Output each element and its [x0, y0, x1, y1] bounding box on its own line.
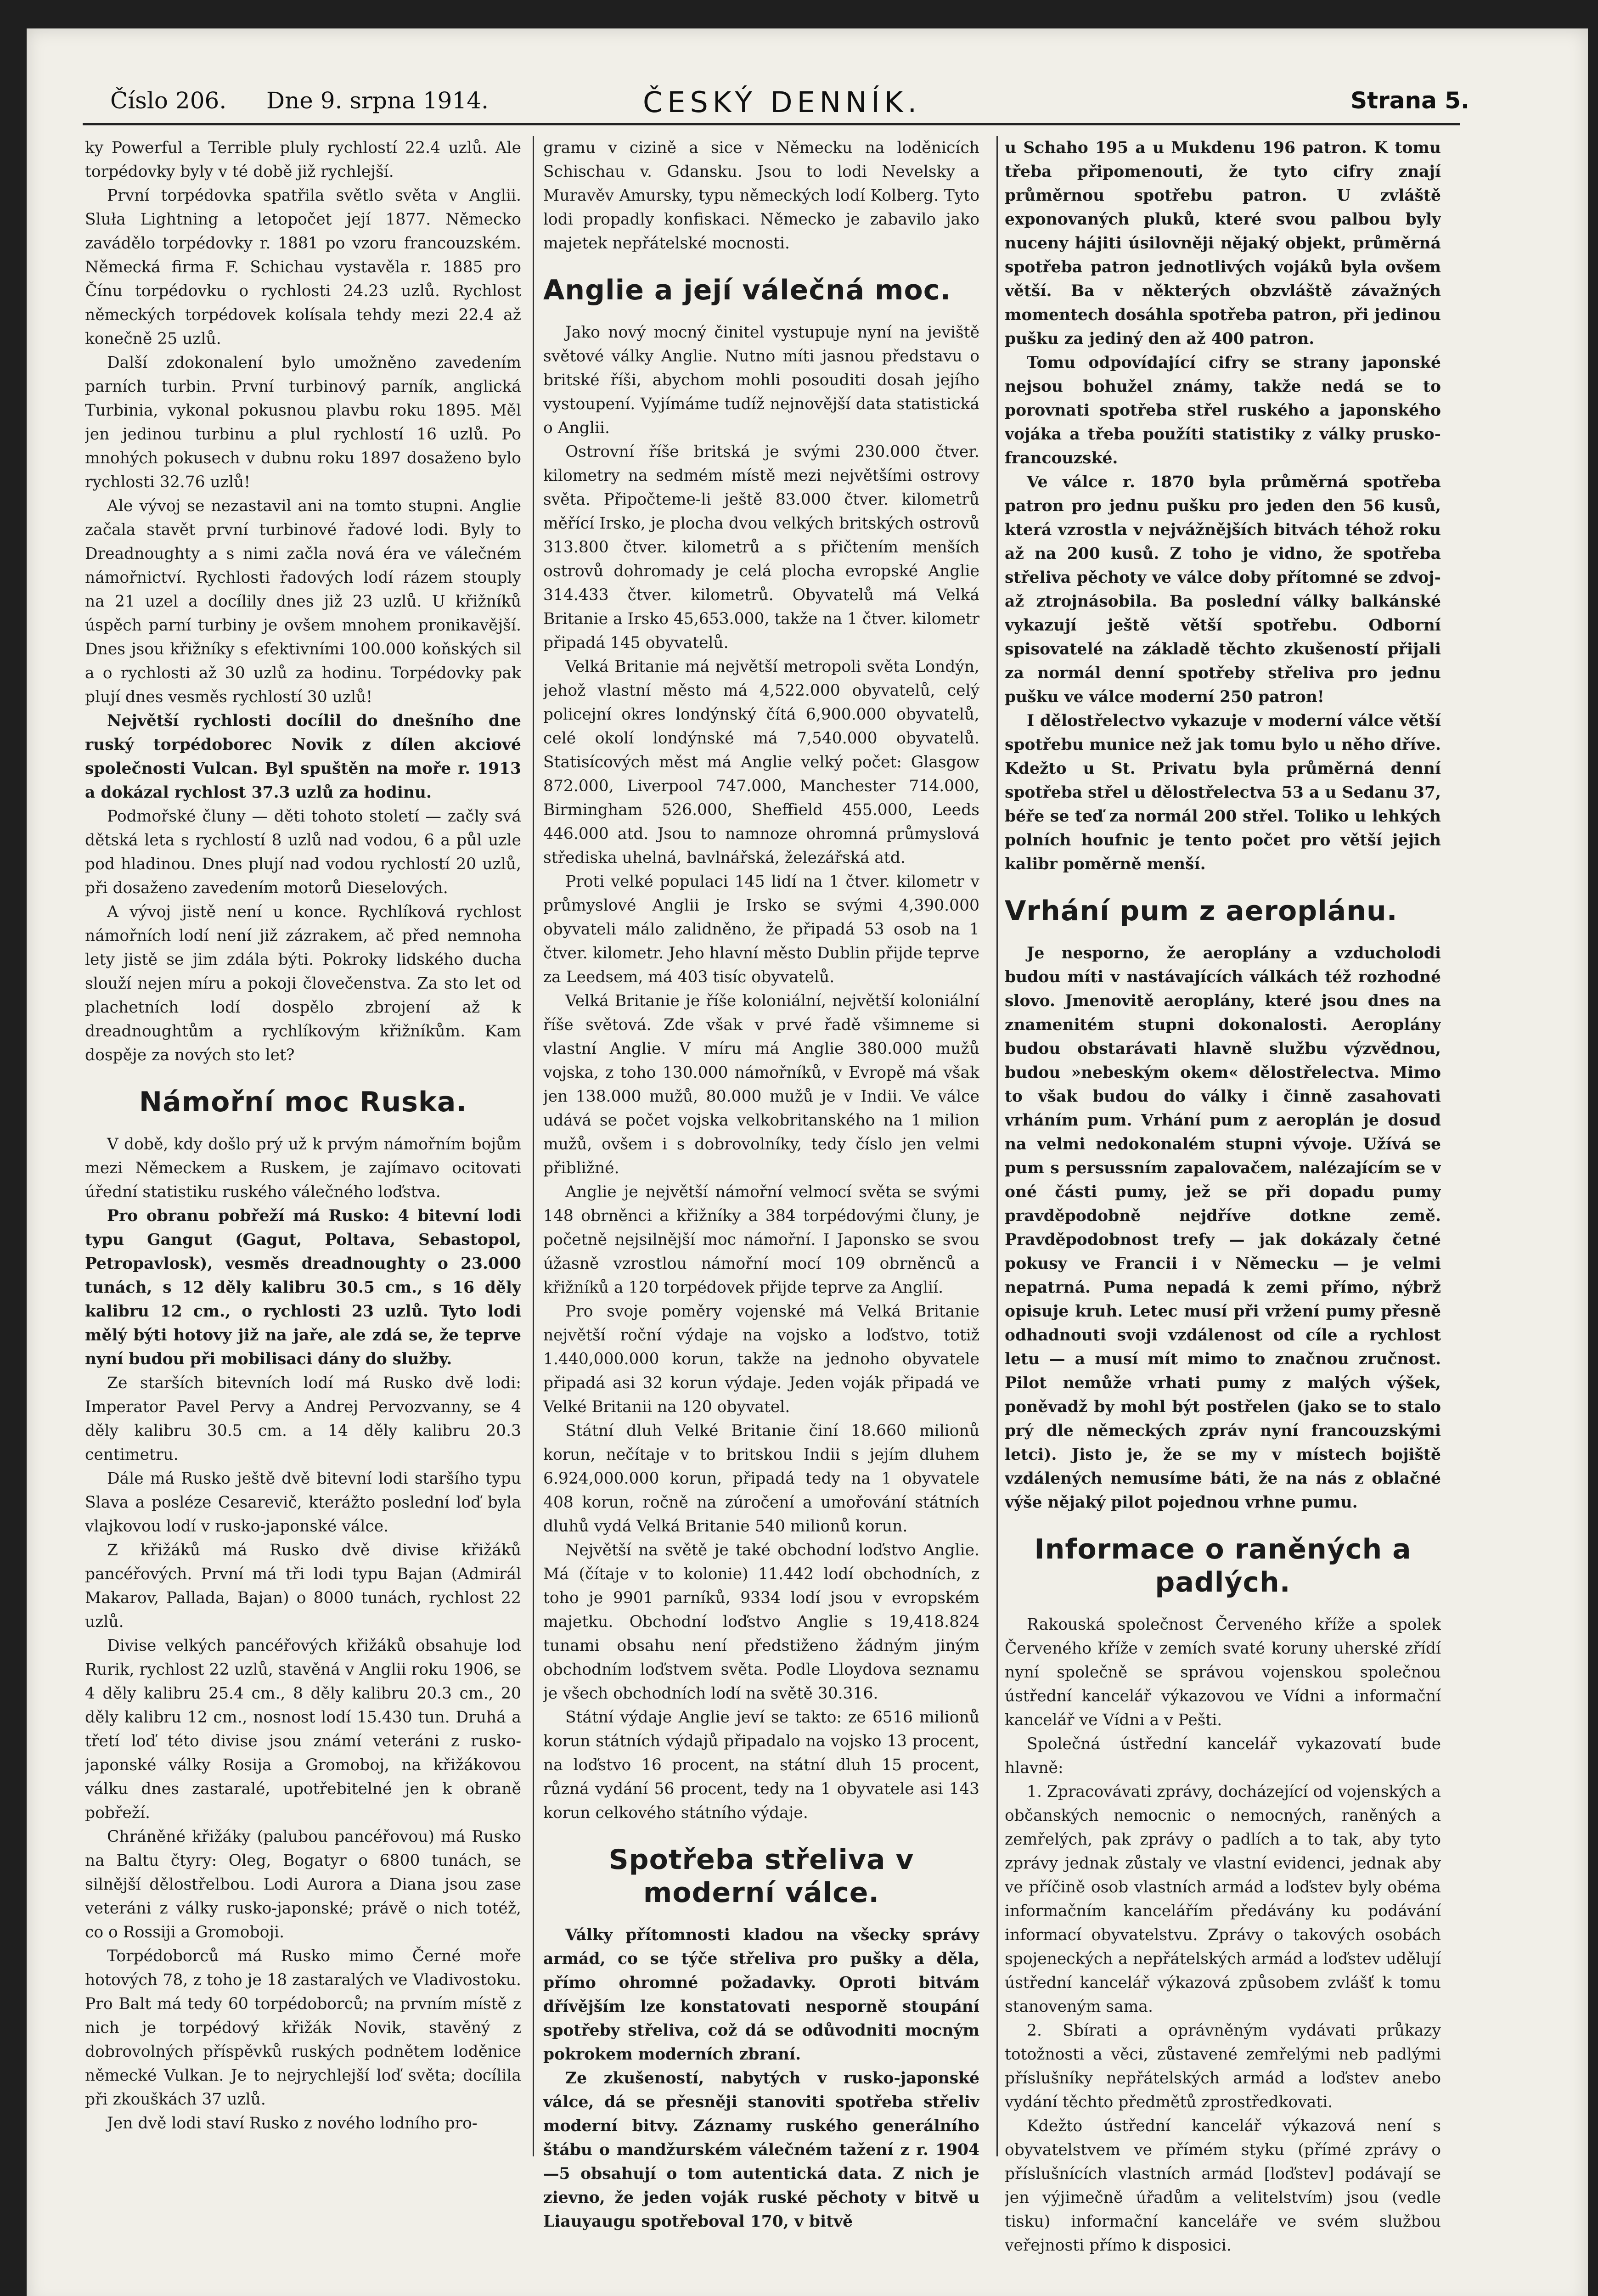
column-1 — [85, 136, 521, 2257]
article-paragraph: Státní dluh Velké Britanie činí 18.660 milionů korun, nečítaje v to britskou Indii s jejím dluhem 6.924,000.000 korun, připadá tedy na 1 obyvatele 408 korun, ročně na zúročení a umořování státních dluhů vydá Velká Britanie 540 milionů korun. — [543, 1422, 979, 1536]
article-paragraph: gramu v cizině a sice v Německu na loděnicích Schischau v. Gdansku. Jsou to lodi Nevelsky a Muravěv Amursky, typu německých lodí Kolberg. Tyto lodi propadly konfiskaci. Německo je zabavilo jako majetek nepřátelské mocnosti. — [543, 139, 979, 253]
page-number: Strana 5. — [1350, 87, 1469, 114]
article-paragraph: Ale vývoj se nezastavil ani na tomto stupni. Anglie začala stavět první turbinové řadové lodi. Byly to Dreadnoughty a s nimi začla nová éra ve válečném námořnictví. Rychlosti řadových lodí rázem stouply na 21 uzel a docílily dnes již 23 uzlů. U křižníků úspěch parní turbiny je ovšem mnohem pronikavější. Dnes jsou křižníky s efektivními 100.000 koňských sil a o rychlosti až 30 uzlů za hodinu. Torpédovky pak plují dnes vesměs rychlostí 30 uzlů! — [85, 497, 521, 706]
issue-number: Číslo 206. — [110, 87, 227, 114]
article-paragraph: Velká Britanie je říše koloniální, největší koloniální říše světová. Zde však v prvé řadě všimneme si vlastní Anglie. V míru má Anglie 380.000 mužů vojska, z toho 130.000 námořníků, v Evropě má však jen 138.000 mužů, 80.000 mužů je v Indii. Ve válce udává se počet vojska velkobritanského na 1 milion mužů, ovšem i s dobrovolníky, tedy číslo jen velmi přibližné. — [543, 992, 979, 1177]
article-paragraph: Největší rychlosti docílil do dnešního dne ruský torpédoborec Novik z dílen akciové společnosti Vulcan. Byl spuštěn na moře r. 1913 a dokázal rychlost 37.3 uzlů za hodinu. — [85, 712, 521, 802]
article-paragraph: A vývoj jistě není u konce. Rychlíková rychlost námořních lodí není již zázrakem, ač před nemnoha lety jistě se jim zdála býti. Pokroky lidského ducha slouží nejen míru a pokoji človečenstva. Za sto let od plachetních lodí dospělo zbrojení až k dreadnoughtům a rychlíkovým křižníkům. Kam dospěje za nových sto let? — [85, 903, 521, 1064]
article-paragraph: Divise velkých pancéřových křižáků obsahuje loď Rurik, rychlost 22 uzlů, stavěná v Anglii roku 1906, se 4 děly kalibru 25.4 cm., 8 děly kalibru 20.3 cm., 20 děly kalibru 12 cm., nosnost lodí 15.430 tun. Druhá a třetí loď této divise jsou známí veteráni z rusko-japonské války Rosija a Gromoboj, na křižákovou válku dnes zastaralé, upotřebitelné jen k obraně pobřeží. — [85, 1637, 521, 1822]
article-paragraph: ky Powerful a Terrible pluly rychlostí 22.4 uzlů. Ale torpédovky byly v té době již rychlejší. — [85, 139, 521, 181]
header-rule — [83, 123, 1460, 125]
article-paragraph: Dále má Rusko ještě dvě bitevní lodi staršího typu Slava a posléze Cesarevič, kterážto poslední loď byla vlajkovou lodí v rusko-japonské válce. — [85, 1469, 521, 1536]
article-paragraph: Jako nový mocný činitel vystupuje nyní na jeviště světové války Anglie. Nutno míti jasnou představu o britské říši, abychom mohli posouditi dosah jejího vystoupení. Vyjímáme tudíž nejnovější data statistická o Anglii. — [543, 323, 979, 437]
article-paragraph: Kdežto ústřední kancelář výkazová není s obyvatelstvem ve přímém styku (přímé zprávy o příslušnících vlastních armád [loďstev] podávají se jen výjimečně úřadům a velitelstvím) jsou (vedle tisku) informační kanceláře ve svém službou veřejnosti přímo k disposici. — [1005, 2117, 1441, 2255]
column-2 — [543, 136, 979, 2257]
article-paragraph: Ostrovní říše britská je svými 230.000 čtver. kilometry na sedmém místě mezi největšími ostrovy světa. Připočteme-li ještě 83.000 čtver. kilometrů měřící Irsko, je plocha dvou velkých britských ostrovů 313.800 čtver. kilometrů a s přičtením menších ostrovů dohromady je celá plocha evropské Anglie 314.433 čtver. kilometrů. Obyvatelů má Velká Britanie a Irsko 45,653.000, takže na 1 čtver. kilometr připadá 145 obyvatelů. — [543, 443, 979, 652]
article-paragraph: Státní výdaje Anglie jeví se takto: ze 6516 milionů korun státních výdajů připadalo na vojsko 13 procent, na loďstvo 16 procent, na státní dluh 15 procent, různá vydání 56 procent, tedy na 1 obyvatele asi 143 korun celkového státního výdaje. — [543, 1708, 979, 1822]
article-paragraph: 2. Sbírati a oprávněným vydávati průkazy totožnosti a věci, zůstavené zemřelými neb padlými příslušníky nepřátelských armád a loďstev anebo vydání těchto předmětů zprostředkovati. — [1005, 2021, 1441, 2111]
article-paragraph: Ve válce r. 1870 byla průměrná spotřeba patron pro jednu pušku pro jeden den 56 kusů, která vzrostla v nejvážnějších bitvách téhož roku až na 200 kusů. Z toho je vidno, že spotřeba střeliva pěchoty ve válce doby přítomné se zdvoj- až ztrojnásobila. Ba poslední války balkánské vykazují ještě větší spotřebu. Odborní spisovatelé na základě těchto zkušeností přijali za normál denní spotřeby střeliva pro jednu pušku ve válce moderní 250 patron! — [1005, 473, 1441, 706]
article-paragraph: Velká Britanie má největší metropoli světa Londýn, jehož vlastní město má 4,522.000 obyvatelů, celý policejní okres londýnský čítá 6,900.000 obyvatelů, celé okolí londýnské má 7,540.000 obyvatelů. Statisícových měst má Anglie velký počet: Glasgow 872.000, Liverpool 747.000, Manchester 714.000, Birmingham 526.000, Sheffield 455.000, Leeds 446.000 atd. Jsou to namnoze ohromná průmyslová střediska uhelná, bavlnářská, železářská atd. — [543, 658, 979, 867]
article-paragraph: Chráněné křižáky (palubou pancéřovou) má Rusko na Baltu čtyry: Oleg, Bogatyr o 6800 tunách, se silnější dělostřelbou. Lodi Aurora a Diana jsou zase veteráni z války rusko-japonské; právě o nich totéž, co o Rossiji a Gromoboji. — [85, 1828, 521, 1941]
article-heading: Námořní moc Ruska. — [139, 1086, 467, 1118]
article-paragraph: Torpédoborců má Rusko mimo Černé moře hotových 78, z toho je 18 zastaralých ve Vladivostoku. Pro Balt má tedy 60 torpédoborců; na prvním místě z nich je torpédový křižák Novik, stavěný z dobrovolných příspěvků ruských podnětem loděnice německé Vulkan. Je to nejrychlejší loď světa; docílila při zkouškách 37 uzlů. — [85, 1947, 521, 2109]
article-paragraph: Války přítomnosti kladou na všecky správy armád, co se týče střeliva pro pušky a děla, přímo ohromné požadavky. Oproti bitvám dřívějším lze konstatovati nesporně stoupání spotřeby střeliva, což dá se odůvodniti mocným pokrokem moderních zbraní. — [543, 1926, 979, 2064]
article-paragraph: Ze starších bitevních lodí má Rusko dvě lodi: Imperator Pavel Pervy a Andrej Pervozvanny, se 4 děly kalibru 30.5 cm. a 14 děly kalibru 20.3 centimetru. — [85, 1374, 521, 1464]
article-paragraph: Podmořské čluny — děti tohoto století — začly svá dětská leta s rychlostí 8 uzlů nad vodou, 6 a půl uzle pod hladinou. Dnes plují nad vodou rychlostí 20 uzlů, při dosaženo zavedením motorů Dieselových. — [85, 807, 521, 897]
article-heading: Spotřeba střeliva v moderní válce. — [608, 1844, 914, 1909]
article-paragraph: Společná ústřední kancelář vykazovatí bude hlavně: — [1005, 1735, 1441, 1777]
article-heading: Vrhání pum z aeroplánu. — [1005, 895, 1398, 927]
article-heading: Anglie a její válečná moc. — [543, 274, 951, 306]
article-paragraph: I dělostřelectvo vykazuje v moderní válce větší spotřebu munice než jak tomu bylo u něho dříve. Kdežto u St. Privatu byla průměrná denní spotřeba střel u dělostřelectva 53 a u Sedanu 37, béře se teď za normál 200 střel. Toliko u lehkých polních houfnic je tento počet pro větší jejich kalibr poměrně menší. — [1005, 712, 1441, 873]
article-paragraph: Z křižáků má Rusko dvě divise křižáků pancéřových. První má tři lodi typu Bajan (Admirál Makarov, Pallada, Bajan) o 8000 tunách, rychlost 22 uzlů. — [85, 1541, 521, 1631]
page-header — [83, 85, 1469, 124]
article-paragraph: Ze zkušeností, nabytých v rusko-japonské válce, dá se přesněji stanoviti spotřeba střeliv moderní bitvy. Záznamy ruského generálního štábu o mandžurském válečném tažení z r. 1904—5 obsahují o tom autentická data. Z nich je zievno, že jeden voják ruské pěchoty v bitvě u Liauyaugu spotřeboval 170, v bitvě — [543, 2069, 979, 2231]
article-paragraph: u Schaho 195 a u Mukdenu 196 patron. K tomu třeba připomenouti, že tyto cifry znají průměrnou spotřebu patron. U zvláště exponovaných pluků, které svou palbou byly nuceny hájiti úsilovněji nějaký objekt, průměrná spotřeba patron jednotlivých vojáků byla ovšem větší. Ba v některých obzvláště závažných momentech dosáhla spotřeba patron, při jedinou pušku za jediný den až 400 patron. — [1005, 139, 1441, 348]
article-paragraph: Největší na světě je také obchodní loďstvo Anglie. Má (čítaje v to kolonie) 11.442 lodí obchodních, z toho je 9901 parníků, 9334 lodí jsou v evropském majetku. Obchodní loďstvo Anglie s 19,418.824 tunami obsahu není předstiženo žádným jiným obchodním loďstvem světa. Podle Lloydova seznamu je všech obchodních lodí na světě 30.316. — [543, 1541, 979, 1703]
column-3 — [1005, 136, 1441, 2257]
article-paragraph: Tomu odpovídající cifry se strany japonské nejsou bohužel známy, takže nedá se to porovnati spotřeba střel ruského a japonského vojáka a třeba použíti statistiky z války prusko-francouzské. — [1005, 354, 1441, 467]
article-paragraph: V době, kdy došlo prý už k prvým námořním bojům mezi Německem a Ruskem, je zajímavo ocitovati úřední statistiku ruského válečného loďstva. — [85, 1135, 521, 1201]
article-paragraph: Anglie je největší námořní velmocí světa se svými 148 obrněnci a křižníky a 384 torpédovými čluny, je početně nejsilnější moc námořní. I Japonsko se svou úžasně vzrostlou námořní mocí 109 obrněnců a křižníků a 120 torpédovek přijde teprve za Anglií. — [543, 1183, 979, 1297]
article-paragraph: První torpédovka spatřila světlo světa v Anglii. Sluła Lightning a letopočet její 1877. Německo zavádělo torpédovky r. 1881 po vzoru francouzském. Německá firma F. Schichau vystavěla r. 1885 pro Čínu torpédovku o rychlosti 24.23 uzlů. Rychlost německých torpédovek kolísala tehdy mezi 22.4 až konečně 25 uzlů. — [85, 186, 521, 348]
article-paragraph: Rakouská společnost Červeného kříže a spolek Červeného kříže v zemích svaté koruny uherské zřídí nyní společně se správou vojenskou společnou ústřední kancelář výkazovou ve Vídni a informační kancelář ve Vídni a v Pešti. — [1005, 1615, 1441, 1729]
article-paragraph: 1. Zpracovávati zprávy, docházející od vojenských a občanských nemocnic o nemocných, raněných a zemřelých, pak zprávy o padlích a to tak, aby tyto zprávy jednak zůstaly ve vlastní evidenci, jednak aby ve příčině osob vlastních armád a loďstev byly obéma informačním kancelářím předávány ku podávání informací obyvatelstvu. Zprávy o takových osobách spojeneckých a nepřátelských armád a loďstev udělují ústřední kancelář výkazová způsobem zvlášť k tomu stanoveným sama. — [1005, 1783, 1441, 2016]
column-divider — [533, 136, 534, 2156]
article-paragraph: Je nesporno, že aeroplány a vzducholodi budou míti v nastávajících válkách též rozhodné slovo. Jmenovitě aeroplány, které jsou dnes na znamenitém stupni dokonalosti. Aeroplány budou obstarávati hlavně službu výzvědnou, budou »nebeským okem« dělostřelectva. Mimo to však budou do války i činně zasahovati vrháním pum. Vrhání pum z aeroplán je dosud na velmi nedokonalém stupni vývoje. Užívá se pum s persussním zapalovačem, nalézajícím se v oné části pumy, jež se při dopadu pumy pravděpodobně nejdříve dotkne země. Pravděpodobnost trefy — jak dokázaly četné pokusy ve Francii i v Německu — je velmi nepatrná. Puma nepadá k zemi přímo, nýbrž opisuje kruh. Letec musí při vržení pumy přesně odhadnouti svoji vzdálenost od cíle a rychlost letu — a musí mít mimo to značnou zručnost. Pilot nemůže vrhati pumy z malých výšek, poněvadž by mohl být postřelen (jako se to stalo prý dle německých zpráv nyní francouzskými letci). Jisto je, že se my v místech bojiště vzdálených nemusíme báti, že na nás z oblačné výše nějaký pilot pojednou vrhne pumu. — [1005, 944, 1441, 1512]
article-heading: Informace o raněných a padlých. — [1034, 1533, 1412, 1598]
article-paragraph: Pro obranu pobřeží má Rusko: 4 bitevní lodi typu Gangut (Gagut, Poltava, Sebastopol, Petropavlosk), vesměs dreadnoughty o 23.000 tunách, s 12 děly kalibru 30.5 cm., s 16 děly kalibru 12 cm., o rychlosti 23 uzlů. Tyto lodi mělý býti hotovy již na jaře, ale zdá se, že teprve nyní budou při mobilisaci dány do služby. — [85, 1207, 521, 1368]
article-paragraph: Pro svoje poměry vojenské má Velká Britanie největší roční výdaje na vojsko a loďstvo, totiž 1.440,000.000 korun, takže na jednoho obyvatele připadá asi 32 korun výdaje. Jeden voják připadá ve Velké Britanii na 120 obyvatel. — [543, 1302, 979, 1416]
newspaper-title: ČESKÝ DENNÍK. — [643, 85, 922, 119]
article-paragraph: Proti velké populaci 145 lidí na 1 čtver. kilometr v průmyslové Anglii je Irsko se svými 4,390.000 obyvateli málo zalidněno, že připadá 53 osob na 1 čtver. kilometr. Jeho hlavní město Dublin přijde teprve za Leedsem, má 403 tisíc obyvatelů. — [543, 872, 979, 986]
column-divider — [996, 136, 998, 2156]
issue-date: Dne 9. srpna 1914. — [266, 87, 489, 114]
article-paragraph: Jen dvě lodi staví Rusko z nového lodního pro- — [107, 2114, 478, 2133]
article-paragraph: Další zdokonalení bylo umožněno zavedením parních turbin. První turbinový parník, anglická Turbinia, vykonal pokusnou plavbu roku 1895. Měl jen jedinou turbinu a plul rychlostí 16 uzlů. Po mnohých pokusech v dubnu roku 1897 dosaženo bylo rychlosti 32.76 uzlů! — [85, 354, 521, 491]
